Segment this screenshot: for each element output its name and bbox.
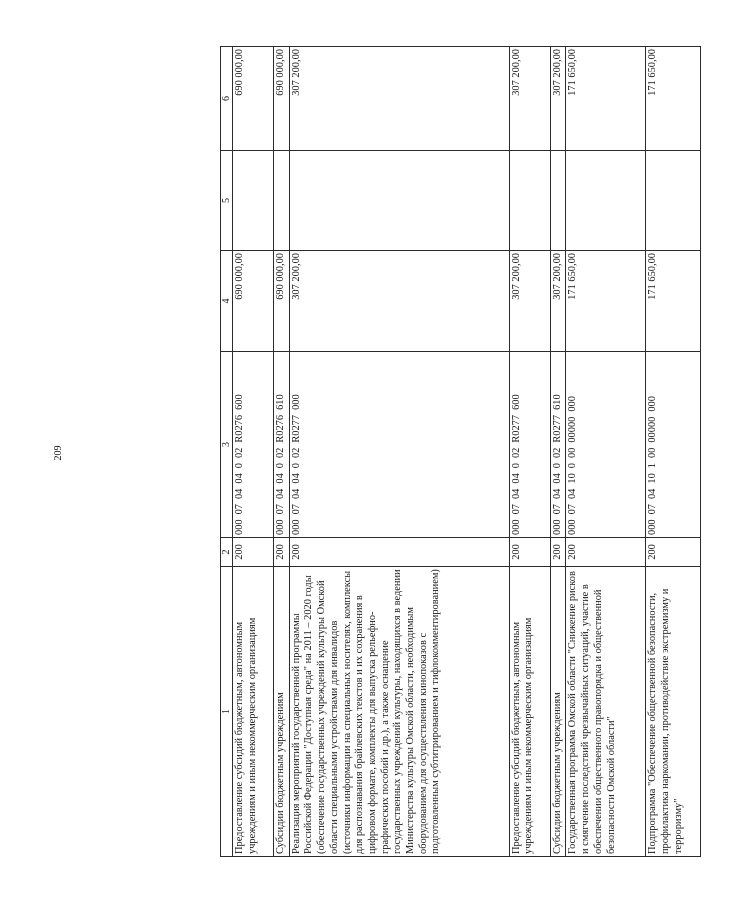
code-segment: 07: [510, 504, 522, 515]
row-col6-cell: 690 000,00: [233, 47, 274, 151]
code-segment: 0: [290, 463, 302, 469]
code-segment: 07: [647, 504, 659, 515]
header-cell: 2: [221, 538, 233, 567]
table-row: [566, 47, 646, 857]
row-classification-code-cell: [550, 352, 566, 538]
row-col4-cell: 307 200,00: [550, 251, 566, 352]
code-segment: 000: [275, 519, 286, 535]
row-col6-cell: 307 200,00: [509, 47, 550, 151]
code-segment: 000: [567, 519, 579, 535]
code-segment: 000: [551, 519, 563, 535]
row-classification-code-cell: [274, 352, 290, 538]
code-segment: 04: [510, 473, 522, 484]
code-segment: 04: [290, 488, 302, 500]
row-name-cell: Предоставление субсидий бюджетным, автономным учреждениям и иным некоммерческим организациям: [233, 567, 274, 857]
row-code-admin-cell: 200: [566, 538, 646, 567]
code-segment: 07: [567, 504, 579, 515]
code-segment: 02: [275, 447, 286, 459]
header-cell: 5: [221, 151, 233, 251]
page-number: 209: [53, 445, 64, 461]
code-segment: 000: [234, 519, 245, 535]
code-segment: 600: [234, 394, 245, 410]
code-segment: 07: [234, 504, 245, 515]
code-segment: 02: [234, 447, 245, 459]
row-col5-cell: [289, 151, 509, 251]
row-col5-cell: [646, 151, 701, 251]
code-segment: 000: [647, 519, 659, 535]
code-segment: 000: [647, 396, 659, 412]
code-segment: 04: [290, 473, 302, 484]
row-classification-code-cell: [233, 352, 274, 538]
table-row: [509, 47, 550, 857]
row-col6-cell: 171 650,00: [566, 47, 646, 151]
code-segment: 0: [234, 463, 245, 469]
code-segment: 10: [567, 473, 579, 484]
row-col4-cell: 690 000,00: [233, 251, 274, 352]
row-col5-cell: [566, 151, 646, 251]
row-col6-cell: 307 200,00: [289, 47, 509, 151]
code-segment: 02: [551, 447, 563, 459]
code-segment: 04: [275, 488, 286, 500]
code-segment: R0276: [234, 414, 245, 443]
table-header-row: [221, 47, 233, 857]
table-row: [289, 47, 509, 857]
code-segment: 000: [290, 394, 302, 410]
row-code-admin-cell: 200: [646, 538, 701, 567]
code-segment: 600: [510, 394, 522, 410]
row-name-cell: Предоставление субсидий бюджетным, автономным учреждениям и иным некоммерческим организациям: [509, 567, 550, 857]
code-segment: 00000: [647, 416, 659, 443]
code-segment: 07: [275, 504, 286, 515]
code-segment: 07: [290, 504, 302, 515]
code-segment: 10: [647, 473, 659, 484]
code-segment: 0: [551, 463, 563, 469]
row-name-cell: Подпрограмма "Обеспечение общественной безопасности, профилактика наркомании, противодействие экстремизму и терроризму": [646, 567, 701, 857]
row-classification-code-cell: [509, 352, 550, 538]
table-row: [550, 47, 566, 857]
row-col4-cell: 307 200,00: [509, 251, 550, 352]
row-col6-cell: 307 200,00: [550, 47, 566, 151]
row-code-admin-cell: 200: [509, 538, 550, 567]
header-cell: 4: [221, 251, 233, 352]
row-col4-cell: 690 000,00: [274, 251, 290, 352]
row-code-admin-cell: 200: [550, 538, 566, 567]
row-col6-cell: 171 650,00: [646, 47, 701, 151]
code-segment: R0277: [510, 414, 522, 443]
header-cell: 1: [221, 567, 233, 857]
code-segment: 04: [551, 488, 563, 500]
row-name-cell: Государственная программа Омской области "Снижение рисков и смягчение последствий чрезвычайных ситуаций, участие в обеспечении общественного правопорядка и общественной безопасности Омской области": [566, 567, 646, 857]
code-segment: 04: [510, 488, 522, 500]
row-col5-cell: [550, 151, 566, 251]
row-col6-cell: 690 000,00: [274, 47, 290, 151]
code-segment: 04: [234, 473, 245, 484]
table-row: [233, 47, 274, 857]
code-segment: R0276: [275, 414, 286, 443]
header-cell: 6: [221, 47, 233, 151]
table-row: [646, 47, 701, 857]
code-segment: 00: [567, 447, 579, 459]
code-segment: 04: [647, 488, 659, 500]
row-col5-cell: [509, 151, 550, 251]
code-segment: 04: [234, 488, 245, 500]
code-segment: 04: [567, 488, 579, 500]
row-col4-cell: 171 650,00: [566, 251, 646, 352]
row-code-admin-cell: 200: [274, 538, 290, 567]
code-segment: 00: [647, 447, 659, 459]
table-row: [274, 47, 290, 857]
code-segment: 1: [647, 463, 659, 469]
row-name-cell: Субсидии бюджетным учреждениям: [274, 567, 290, 857]
code-segment: 0: [275, 463, 286, 469]
code-segment: 04: [275, 473, 286, 484]
row-name-cell: Реализация мероприятий государственной программы Российской Федерации "Доступная среда" на 2011 – 2020 годы (обеспечение государственных учреждений культуры Омской области специальными устройствами для инвалидов (источники информации на специальных носителях, комплексы для распознавания брайлевских текстов и их сохранения в цифровом формате, комплекты для выпуска рельефно-графических пособий и др.), а также оснащение государственных учреждений культуры, находящихся в ведении Министерства культуры Омской области, необходимым оборудованием для осуществления кинопоказов с подготовленным субтитрированием и тифлокомментированием): [289, 567, 509, 857]
code-segment: 610: [275, 394, 286, 410]
code-segment: R0277: [290, 414, 302, 443]
code-segment: 0: [567, 463, 579, 469]
budget-table: [220, 46, 701, 857]
code-segment: 000: [510, 519, 522, 535]
code-segment: 00000: [567, 416, 579, 443]
row-classification-code-cell: [566, 352, 646, 538]
code-segment: 000: [290, 519, 302, 535]
budget-table-container: [220, 47, 730, 857]
row-classification-code-cell: [646, 352, 701, 538]
row-col5-cell: [274, 151, 290, 251]
code-segment: 07: [551, 504, 563, 515]
code-segment: 000: [567, 396, 579, 412]
code-segment: 610: [551, 394, 563, 410]
row-col4-cell: 171 650,00: [646, 251, 701, 352]
row-code-admin-cell: 200: [233, 538, 274, 567]
code-segment: 02: [290, 447, 302, 459]
row-code-admin-cell: 200: [289, 538, 509, 567]
row-name-cell: Субсидии бюджетным учреждениям: [550, 567, 566, 857]
code-segment: R0277: [551, 414, 563, 443]
code-segment: 02: [510, 447, 522, 459]
row-col4-cell: 307 200,00: [289, 251, 509, 352]
header-cell: 3: [221, 352, 233, 538]
code-segment: 04: [551, 473, 563, 484]
code-segment: 0: [510, 463, 522, 469]
row-classification-code-cell: [289, 352, 509, 538]
row-col5-cell: [233, 151, 274, 251]
